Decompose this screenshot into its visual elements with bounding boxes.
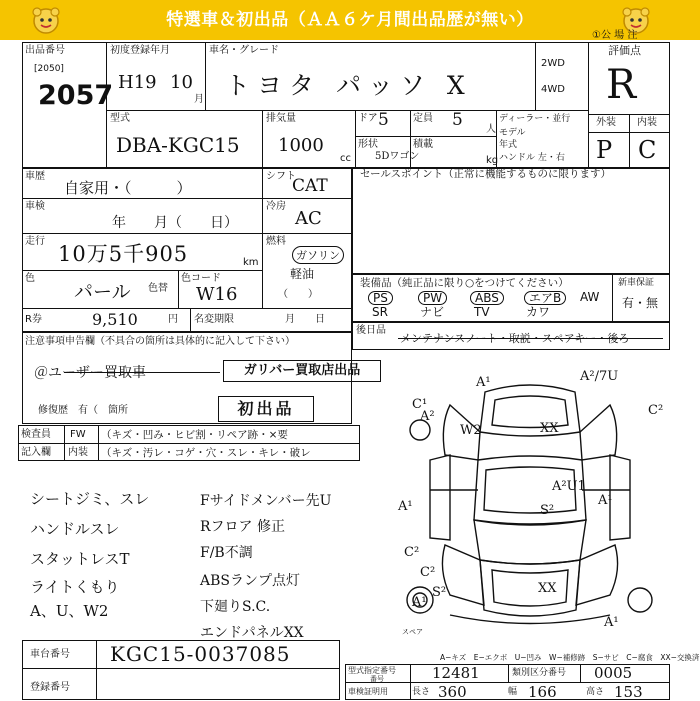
equipment-label: 装備品（純正品に限り○をつけてください） — [360, 277, 569, 289]
equipment-item: PS — [368, 291, 393, 305]
handwritten-note-right: 下廻りS.C. — [200, 599, 271, 615]
type-cert-value: 12481 — [432, 664, 480, 682]
new-car-warranty-label: 新車保証 — [618, 278, 655, 288]
damage-mark: S² — [540, 503, 555, 518]
color-label: 色 — [25, 273, 35, 284]
damage-mark: C² — [648, 403, 664, 418]
damage-mark: A²U1 — [552, 479, 586, 494]
exterior-tag: FW — [70, 429, 86, 440]
sales-point-label: セールスポイント（正常に機能するものに限ります） — [360, 168, 612, 180]
damage-mark: A¹ — [398, 499, 413, 514]
notes-text: ＠ユーザー買取車 — [34, 365, 146, 381]
damage-mark: XX — [540, 421, 559, 436]
handwritten-note-right: ABSランプ点灯 — [200, 573, 300, 589]
drive-4wd: 4WD — [541, 84, 565, 95]
interior-tag: 内装 — [68, 447, 88, 458]
recycle-label: R券 — [25, 314, 42, 325]
month-unit: 月 — [194, 94, 204, 105]
deadline-label: 名変期限 — [194, 314, 234, 325]
damage-mark: C² — [404, 545, 420, 560]
shape-label: 形状 — [358, 139, 378, 150]
class-value: 0005 — [594, 664, 633, 682]
equipment-item: カワ — [526, 305, 551, 319]
height-label: 高さ — [586, 687, 605, 697]
model-name-value: トヨタ パッソ X — [225, 71, 472, 100]
model-name-label: 車名・グレード — [209, 45, 279, 56]
height-value: 153 — [614, 683, 643, 701]
class-label: 類別区分番号 — [512, 668, 567, 678]
displacement-value: 1000 — [278, 135, 324, 156]
exterior-damage-options: （キズ・凹み・ヒビ割・リペア跡・×要 — [101, 429, 288, 441]
width-label: 幅 — [508, 687, 518, 697]
load-label: 積載 — [413, 139, 433, 150]
type-label: 型式 — [110, 113, 130, 124]
damage-mark: A² — [420, 409, 435, 424]
drive-2wd: 2WD — [541, 58, 565, 69]
damage-mark: S² — [432, 585, 447, 600]
interior-damage-options: （キズ・汚レ・コゲ・穴・スレ・キレ・破レ — [101, 447, 311, 459]
fuel-diesel: 軽油 — [290, 267, 315, 281]
handwritten-note-left: ハンドルスレ — [30, 520, 120, 538]
first-registration-label: 初度登録年月 — [110, 45, 170, 56]
mileage-value: 10万5千905 — [58, 242, 189, 266]
damage-legend: A−キズ E−エクボ U−凹み W−補修跡 S−サビ C−腐食 XX−交換済 — [440, 653, 700, 662]
damage-mark: A²/7U — [580, 370, 619, 384]
fuel-gasoline: ガソリン — [292, 246, 344, 264]
registration-label: 登録番号 — [30, 682, 70, 693]
repaint-label: 色替 — [148, 283, 168, 294]
damage-mark: A¹ — [604, 615, 619, 630]
chassis-number: KGC15-0037085 — [110, 642, 291, 666]
model-year-label: モデル年式 — [499, 128, 526, 150]
dealer-label: ディーラー・並行 — [499, 114, 571, 124]
inspection-value: 年 月（ 日） — [112, 215, 238, 231]
capacity-value: 5 — [452, 110, 463, 130]
handwritten-note-left: スタットレスT — [30, 550, 130, 568]
repair-history-label: 修復歴 有（ 箇所 — [38, 405, 128, 416]
damage-mark: W2 — [460, 423, 482, 438]
equipment-item: ナビ — [420, 305, 445, 319]
car-diagram — [390, 370, 680, 640]
length-label: 長さ — [412, 687, 431, 697]
handwritten-note-right: エンドパネルXX — [200, 625, 304, 641]
deadline-unit: 月 日 — [285, 314, 325, 325]
capacity-unit: 人 — [486, 124, 496, 135]
damage-mark: A¹ — [412, 595, 427, 610]
inspector-label: 検査員 — [21, 429, 51, 440]
sales-point-section — [352, 168, 670, 274]
door-value: 5 — [378, 110, 389, 130]
handwritten-note-right: Rフロア 修正 — [200, 519, 285, 535]
equipment-item: TV — [474, 305, 490, 319]
recycle-unit: 円 — [168, 314, 178, 325]
equipment-item: PW — [418, 291, 447, 305]
shift-value: CAT — [292, 176, 328, 196]
damage-mark: C¹ — [412, 397, 428, 412]
type-cert-label: 型式指定番号 — [348, 666, 396, 675]
chassis-label: 車台番号 — [30, 649, 70, 660]
score-label: 評価点 — [608, 44, 641, 57]
equipment-item: エアB — [524, 291, 566, 305]
banner-title: 特選車＆初出品（ＡＡ６ケ月間出品歴が無い） — [166, 10, 534, 30]
color-value: パール — [74, 281, 131, 303]
lot-number: 2057 — [38, 80, 114, 111]
ac-label: 冷房 — [266, 201, 286, 212]
damage-mark: A¹ — [598, 493, 613, 508]
damage-mark: A¹ — [476, 375, 491, 390]
load-unit: kg — [486, 155, 499, 166]
shape-value: 5Dワゴン — [375, 151, 420, 162]
equipment-item: AW — [580, 290, 600, 304]
color-code-value: W16 — [196, 284, 238, 305]
handwritten-note-left: ライトくもり — [30, 578, 120, 596]
handwritten-note-left: A、U、W2 — [30, 602, 109, 620]
width-value: 166 — [528, 683, 557, 701]
usage-label: 車歴 — [25, 171, 45, 182]
handle-label: ハンドル 左・右 — [499, 153, 565, 163]
lot-number-label: 出品番号 — [25, 45, 65, 56]
equipment-item: ABS — [470, 291, 504, 305]
capacity-label: 定員 — [413, 113, 433, 124]
new-car-warranty-value: 有・無 — [622, 296, 659, 310]
aftermarket-label: 後日品 — [356, 325, 386, 336]
aftermarket-text: メンテナンスノート・取説・スペアキー・後ろ — [400, 332, 630, 345]
color-code-label: 色コード — [181, 273, 221, 284]
strike-line — [64, 372, 220, 373]
fuel-other: （ ） — [278, 289, 318, 300]
lot-small-number: [2050] — [34, 64, 64, 74]
type-value: DBA-KGC15 — [116, 133, 240, 157]
score-value: R — [606, 62, 637, 108]
door-label: ドア — [358, 113, 378, 124]
displacement-label: 排気量 — [266, 113, 296, 124]
mileage-unit: km — [243, 257, 259, 268]
month-value: 10 — [170, 72, 193, 93]
handwritten-note-left: シートジミ、スレ — [30, 490, 150, 508]
mileage-label: 走行 — [25, 236, 45, 247]
corner-note: ①公 場 注 — [592, 30, 638, 41]
type-cert-sub: 番号 — [370, 675, 384, 683]
era-value: H19 — [118, 72, 157, 93]
ac-value: AC — [295, 208, 322, 229]
gulliver-stamp: ガリバー買取店出品 — [223, 360, 381, 382]
equipment-item: SR — [372, 305, 388, 319]
usage-value: 自家用・（ ） — [64, 179, 192, 197]
handwritten-note-right: F/B不調 — [200, 545, 253, 561]
fuel-label: 燃料 — [266, 236, 286, 247]
inspection-label: 車検 — [25, 201, 45, 212]
damage-mark: XX — [538, 581, 557, 596]
handwritten-note-right: Fサイドメンバー先U — [200, 493, 332, 509]
strike-line — [398, 338, 663, 339]
recycle-value: 9,510 — [92, 310, 138, 329]
interior-label: 内装 — [637, 117, 657, 128]
damage-mark: C² — [420, 565, 436, 580]
exterior-label: 外装 — [596, 117, 616, 128]
displacement-unit: cc — [340, 153, 351, 164]
first-listing-stamp: 初出品 — [218, 396, 314, 422]
notes-label: 注意事項申告欄（不具合の箇所は具体的に記入して下さい） — [25, 336, 295, 347]
shift-label: シフト — [266, 171, 296, 182]
interior-grade: C — [638, 136, 657, 164]
spare-label: スペア — [402, 628, 423, 636]
exterior-grade: P — [596, 136, 613, 164]
entry-label: 記入欄 — [21, 447, 51, 458]
length-value: 360 — [438, 683, 467, 701]
cert-label: 車検証明用 — [348, 687, 388, 696]
